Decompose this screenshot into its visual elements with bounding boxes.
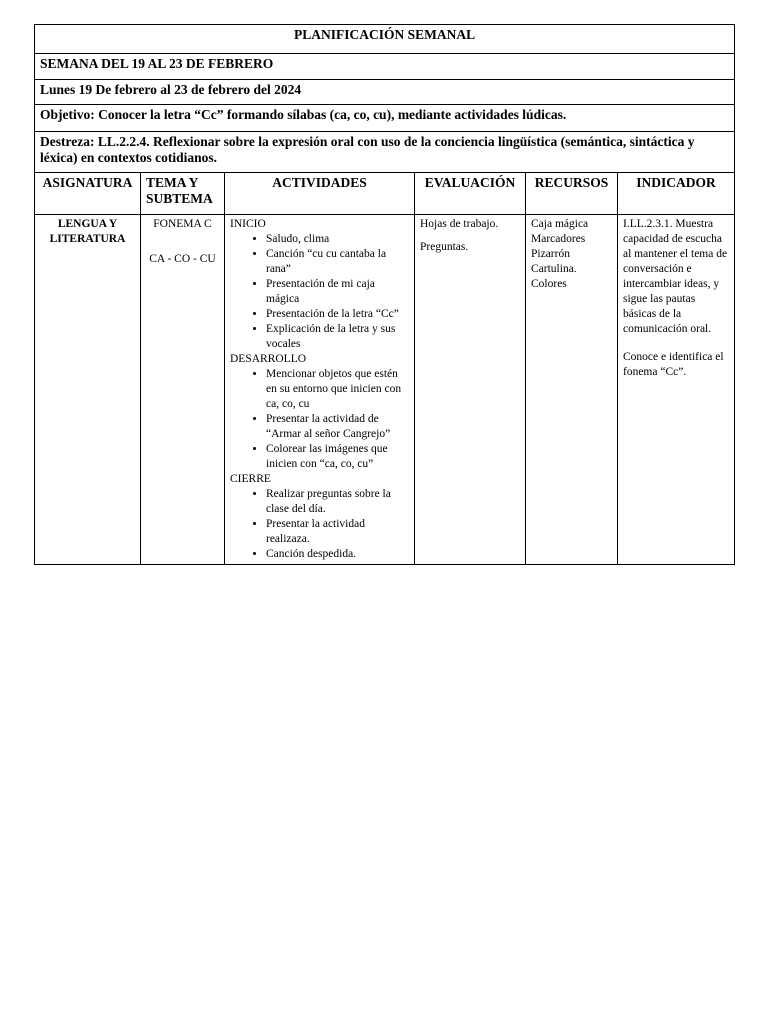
- subject-line1: LENGUA Y: [57, 218, 118, 230]
- resources-cell: [526, 215, 618, 565]
- resource-item: Caja mágica: [531, 218, 589, 230]
- desarrollo-label: DESARROLLO: [230, 353, 307, 365]
- theme-cell: [141, 215, 225, 565]
- evaluation-item: Hojas de trabajo.: [420, 218, 499, 230]
- inicio-list: [230, 232, 409, 352]
- subject-cell: [35, 215, 141, 565]
- objective: Objetivo: Conocer la letra “Cc” formando sílabas (ca, co, cu), mediante actividades lúdicas.: [35, 105, 735, 132]
- list-item: • Saludo, clima: [266, 232, 409, 247]
- subtheme-text: CA - CO - CU: [149, 253, 216, 265]
- list-item: • Presentar la actividad de “Armar al señor Cangrejo”: [266, 412, 409, 442]
- desarrollo-list: [230, 367, 409, 472]
- subject-line2: LITERATURA: [49, 233, 126, 245]
- list-item: • Explicación de la letra y sus vocales: [266, 322, 409, 352]
- document-title: PLANIFICACIÓN SEMANAL: [35, 25, 735, 54]
- evaluation-cell: [415, 215, 526, 565]
- list-item: • Colorear las imágenes que inicien con “ca, co, cu”: [266, 442, 409, 472]
- indicator-cell: [618, 215, 735, 565]
- skill: Destreza: LL.2.2.4. Reflexionar sobre la expresión oral con uso de la conciencia lingüística (semántica, sintáctica y léxica) en contextos cotidianos.: [35, 132, 735, 173]
- list-item: • Presentar la actividad realizaza.: [266, 517, 409, 547]
- resource-item: Colores: [531, 278, 567, 290]
- list-item: • Presentación de mi caja mágica: [266, 277, 409, 307]
- header-theme-line1: TEMA Y: [146, 175, 199, 190]
- header-activities: ACTIVIDADES: [225, 173, 415, 215]
- weekly-planning-table: [34, 24, 735, 565]
- cierre-label: CIERRE: [230, 473, 271, 485]
- list-item: • Canción “cu cu cantaba la rana”: [266, 247, 409, 277]
- list-item: • Mencionar objetos que estén en su entorno que inicien con ca, co, cu: [266, 367, 409, 412]
- activities-cell: [225, 215, 415, 565]
- resource-item: Cartulina.: [531, 263, 577, 275]
- resource-item: Pizarrón: [531, 248, 570, 260]
- header-theme-line2: SUBTEMA: [146, 191, 213, 206]
- header-evaluation: EVALUACIÓN: [415, 173, 526, 215]
- header-resources: RECURSOS: [526, 173, 618, 215]
- date-range: Lunes 19 De febrero al 23 de febrero del 2024: [35, 80, 735, 105]
- resource-item: Marcadores: [531, 233, 586, 245]
- week-range: SEMANA DEL 19 AL 23 DE FEBRERO: [35, 54, 735, 80]
- evaluation-item: Preguntas.: [420, 241, 469, 253]
- header-subject: ASIGNATURA: [35, 173, 141, 215]
- header-theme: [141, 173, 225, 215]
- indicator-text: I.LL.2.3.1. Muestra capacidad de escucha al mantener el tema de conversación e intercambiar ideas, y sigue las pautas básicas de la comunicación oral.: [623, 218, 728, 335]
- theme-text: FONEMA C: [153, 218, 212, 230]
- indicator-text: Conoce e identifica el fonema “Cc”.: [623, 351, 724, 378]
- list-item: • Realizar preguntas sobre la clase del día.: [266, 487, 409, 517]
- list-item: • Presentación de la letra “Cc”: [266, 307, 409, 322]
- inicio-label: INICIO: [230, 218, 266, 230]
- header-indicator: INDICADOR: [618, 173, 735, 215]
- list-item: • Canción despedida.: [266, 547, 409, 562]
- cierre-list: [230, 487, 409, 562]
